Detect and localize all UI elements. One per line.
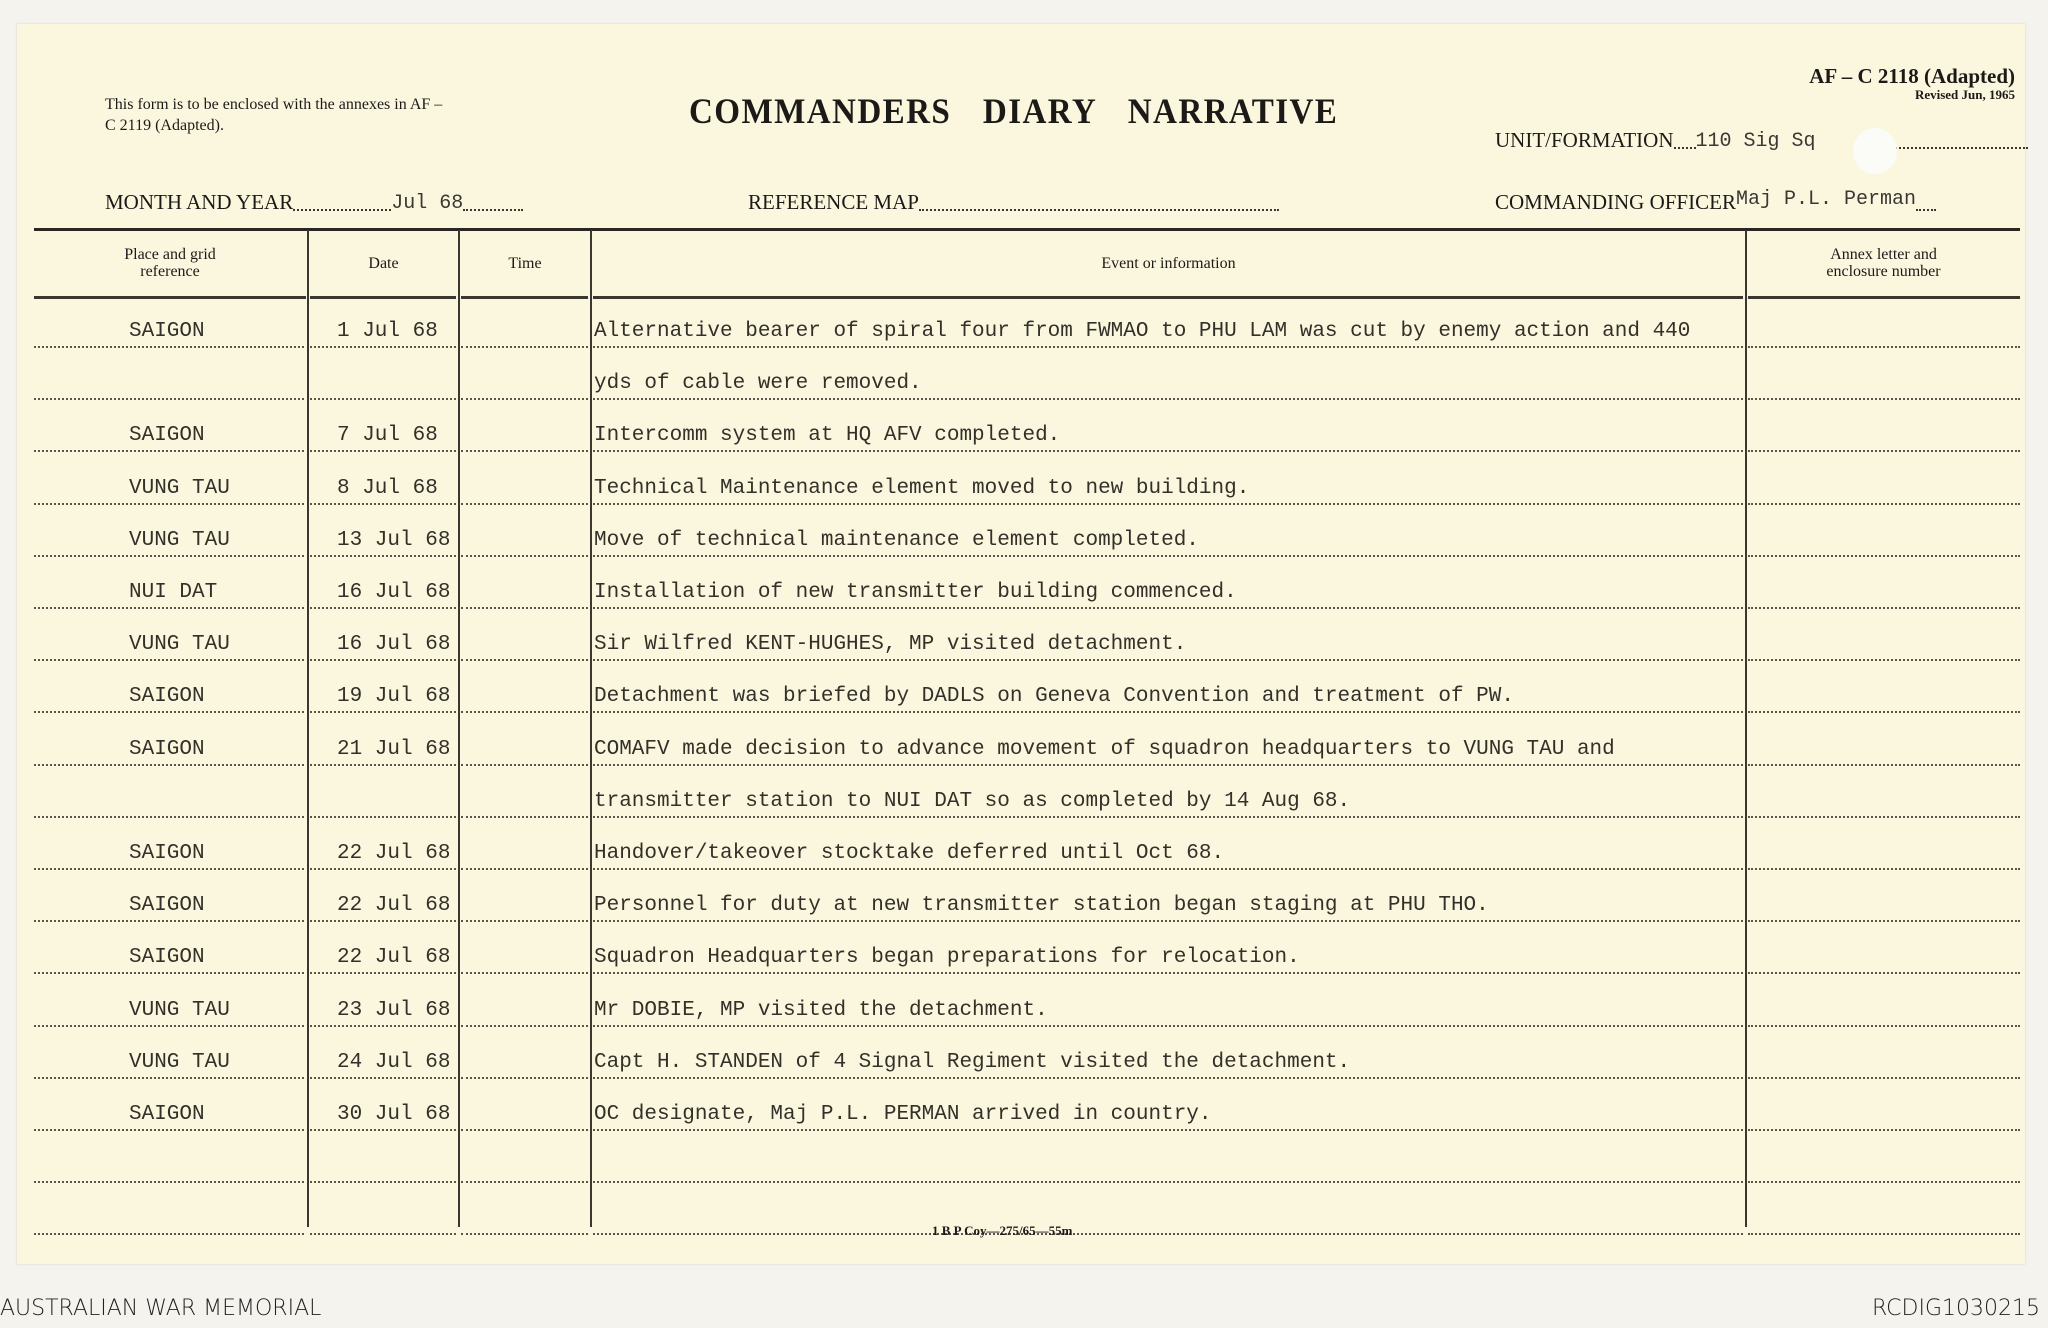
- row-rule: [461, 450, 588, 452]
- archive-identifier: RCDIG1030215: [1871, 1296, 2040, 1321]
- row-rule: [310, 711, 456, 713]
- cell-place: SAIGON: [129, 320, 205, 343]
- row-rule: [593, 816, 1743, 818]
- row-rule: [461, 1129, 588, 1131]
- cell-date: 23 Jul 68: [337, 998, 451, 1022]
- row-rule: [310, 1077, 456, 1079]
- row-rule: [461, 398, 588, 400]
- row-rule: [34, 1129, 304, 1131]
- row-rule: [310, 450, 456, 452]
- row-rule: [461, 1077, 588, 1079]
- row-rule: [1748, 1181, 2020, 1183]
- row-rule: [34, 1025, 304, 1027]
- reference-map-field: [748, 190, 1279, 215]
- row-rule: [34, 711, 304, 713]
- row-rule: [1748, 1129, 2020, 1131]
- cell-place: VUNG TAU: [129, 633, 230, 657]
- row-rule: [310, 868, 456, 870]
- cell-place: VUNG TAU: [129, 528, 230, 552]
- commanding-officer-field: [1495, 190, 1936, 215]
- header-event: Event or information: [1101, 254, 1236, 272]
- cell-event: Move of technical maintenance element completed.: [594, 528, 1199, 552]
- unit-formation-value: 110 Sig Sq: [1695, 130, 1816, 153]
- column-rule: [307, 230, 309, 1227]
- row-rule: [593, 659, 1743, 661]
- cell-event: Installation of new transmitter building commenced.: [594, 581, 1237, 604]
- cell-event: Technical Maintenance element moved to new building.: [594, 476, 1250, 500]
- cell-event: transmitter station to NUI DAT so as completed by 14 Aug 68.: [594, 789, 1351, 813]
- row-rule: [1748, 555, 2020, 557]
- cell-date: 22 Jul 68: [337, 946, 451, 970]
- row-rule: [461, 555, 588, 557]
- row-rule: [1748, 816, 2020, 818]
- row-rule: [593, 555, 1743, 557]
- row-rule: [1748, 920, 2020, 922]
- header-rule: [461, 296, 588, 299]
- cell-date: 24 Jul 68: [337, 1050, 451, 1074]
- row-rule: [34, 868, 304, 870]
- row-rule: [461, 1025, 588, 1027]
- row-rule: [310, 503, 456, 505]
- form-code: AF – C 2118 (Adapted): [1809, 64, 2015, 88]
- header-rule: [34, 296, 306, 299]
- cell-place: SAIGON: [129, 737, 205, 761]
- row-rule: [1748, 659, 2020, 661]
- row-rule: [34, 346, 304, 348]
- row-rule: [461, 1233, 588, 1235]
- cell-event: Intercomm system at HQ AFV completed.: [594, 424, 1061, 448]
- row-rule: [461, 764, 588, 766]
- row-rule: [593, 1025, 1743, 1027]
- row-rule: [1748, 868, 2020, 870]
- commanding-officer-label: COMMANDING OFFICER: [1495, 190, 1736, 214]
- cell-event: Capt H. STANDEN of 4 Signal Regiment visited the detachment.: [594, 1050, 1351, 1074]
- row-rule: [461, 816, 588, 818]
- row-rule: [34, 1181, 304, 1183]
- row-rule: [461, 868, 588, 870]
- row-rule: [34, 1233, 304, 1235]
- enclosure-note: This form is to be enclosed with the annexes in AF – C 2119 (Adapted).: [105, 96, 443, 134]
- cell-event: OC designate, Maj P.L. PERMAN arrived in country.: [594, 1103, 1212, 1126]
- header-place: Place and grid reference: [124, 246, 216, 280]
- cell-event: Personnel for duty at new transmitter station began staging at PHU THO.: [594, 894, 1489, 918]
- row-rule: [593, 711, 1743, 713]
- row-rule: [310, 1181, 456, 1183]
- unit-formation-field: [1495, 128, 2028, 153]
- row-rule: [34, 607, 304, 609]
- row-rule: [461, 503, 588, 505]
- cell-place: VUNG TAU: [129, 1050, 230, 1074]
- row-rule: [34, 1077, 304, 1079]
- punch-hole: [1853, 128, 1897, 174]
- row-rule: [34, 450, 304, 452]
- row-rule: [1748, 1025, 2020, 1027]
- row-rule: [310, 816, 456, 818]
- unit-formation-label: UNIT/FORMATION: [1495, 128, 1674, 152]
- cell-date: 19 Jul 68: [337, 685, 451, 709]
- header-time: Time: [508, 254, 542, 272]
- cell-place: SAIGON: [129, 894, 205, 918]
- column-rule: [458, 230, 460, 1227]
- row-rule: [593, 1233, 1743, 1235]
- row-rule: [593, 503, 1743, 505]
- cell-place: SAIGON: [129, 685, 205, 709]
- row-rule: [34, 972, 304, 974]
- row-rule: [310, 659, 456, 661]
- header-rule: [1748, 296, 2020, 299]
- row-rule: [310, 1025, 456, 1027]
- cell-event: Squadron Headquarters began preparations for relocation.: [594, 946, 1300, 970]
- row-rule: [593, 1129, 1743, 1131]
- cell-date: 16 Jul 68: [337, 581, 451, 604]
- form-title: COMMANDERS DIARY NARRATIVE: [689, 91, 1339, 131]
- cell-event: Handover/takeover stocktake deferred until Oct 68.: [594, 842, 1225, 865]
- cell-place: NUI DAT: [129, 581, 218, 604]
- cell-date: 7 Jul 68: [337, 424, 438, 448]
- row-rule: [1748, 346, 2020, 348]
- row-rule: [461, 607, 588, 609]
- cell-event: Mr DOBIE, MP visited the detachment.: [594, 998, 1048, 1022]
- month-year-value: Jul 68: [391, 192, 464, 215]
- cell-event: Alternative bearer of spiral four from FWMAO to PHU LAM was cut by enemy action and 440: [594, 320, 1691, 343]
- reference-map-label: REFERENCE MAP: [748, 190, 919, 214]
- cell-place: SAIGON: [129, 946, 205, 970]
- row-rule: [1748, 398, 2020, 400]
- row-rule: [310, 346, 456, 348]
- header-rule: [310, 296, 456, 299]
- row-rule: [34, 398, 304, 400]
- cell-place: VUNG TAU: [129, 476, 230, 500]
- cell-date: 22 Jul 68: [337, 894, 451, 918]
- revision-date: Revised Jun, 1965: [1914, 87, 2015, 102]
- row-rule: [310, 972, 456, 974]
- cell-date: 21 Jul 68: [337, 737, 451, 761]
- cell-place: SAIGON: [129, 842, 205, 865]
- row-rule: [593, 972, 1743, 974]
- cell-place: VUNG TAU: [129, 998, 230, 1022]
- cell-date: 8 Jul 68: [337, 476, 438, 500]
- row-rule: [1748, 972, 2020, 974]
- row-rule: [461, 920, 588, 922]
- row-rule: [34, 503, 304, 505]
- cell-date: 22 Jul 68: [337, 842, 451, 865]
- cell-event: yds of cable were removed.: [594, 372, 922, 396]
- row-rule: [34, 816, 304, 818]
- cell-place: SAIGON: [129, 1103, 205, 1126]
- row-rule: [593, 346, 1743, 348]
- row-rule: [1748, 711, 2020, 713]
- archive-credit: AUSTRALIAN WAR MEMORIAL: [0, 1296, 322, 1321]
- row-rule: [593, 1181, 1743, 1183]
- cell-place: SAIGON: [129, 424, 205, 448]
- row-rule: [1748, 1233, 2020, 1235]
- row-rule: [34, 555, 304, 557]
- header-date: Date: [368, 254, 399, 272]
- column-rule: [590, 230, 592, 1227]
- row-rule: [593, 398, 1743, 400]
- cell-date: 1 Jul 68: [337, 320, 438, 343]
- column-rule: [1745, 230, 1747, 1227]
- row-rule: [310, 555, 456, 557]
- row-rule: [34, 920, 304, 922]
- month-year-field: [105, 190, 523, 215]
- row-rule: [461, 659, 588, 661]
- row-rule: [1748, 764, 2020, 766]
- cell-event: Sir Wilfred KENT-HUGHES, MP visited detachment.: [594, 633, 1187, 657]
- row-rule: [1748, 607, 2020, 609]
- row-rule: [461, 711, 588, 713]
- cell-event: Detachment was briefed by DADLS on Geneva Convention and treatment of PW.: [594, 685, 1514, 709]
- header-rule: [593, 296, 1743, 299]
- header-annex: Annex letter and enclosure number: [1826, 246, 1941, 280]
- printer-imprint: 1 B P Coy—275/65—55m: [932, 1223, 1073, 1238]
- row-rule: [593, 1077, 1743, 1079]
- row-rule: [1748, 450, 2020, 452]
- row-rule: [310, 1233, 456, 1235]
- row-rule: [593, 764, 1743, 766]
- row-rule: [310, 764, 456, 766]
- row-rule: [34, 659, 304, 661]
- cell-date: 16 Jul 68: [337, 633, 451, 657]
- row-rule: [461, 972, 588, 974]
- row-rule: [34, 764, 304, 766]
- row-rule: [310, 607, 456, 609]
- commanding-officer-value: Maj P.L. Perman: [1735, 188, 1916, 211]
- row-rule: [310, 920, 456, 922]
- row-rule: [1748, 1077, 2020, 1079]
- row-rule: [593, 920, 1743, 922]
- form-sheet: [17, 24, 2025, 1264]
- month-year-label: MONTH AND YEAR: [105, 190, 294, 214]
- row-rule: [461, 1181, 588, 1183]
- row-rule: [593, 607, 1743, 609]
- row-rule: [310, 1129, 456, 1131]
- row-rule: [461, 346, 588, 348]
- row-rule: [593, 868, 1743, 870]
- row-rule: [1748, 503, 2020, 505]
- row-rule: [310, 398, 456, 400]
- cell-date: 13 Jul 68: [337, 528, 451, 552]
- cell-event: COMAFV made decision to advance movement of squadron headquarters to VUNG TAU and: [594, 737, 1615, 761]
- row-rule: [593, 450, 1743, 452]
- cell-date: 30 Jul 68: [337, 1103, 451, 1126]
